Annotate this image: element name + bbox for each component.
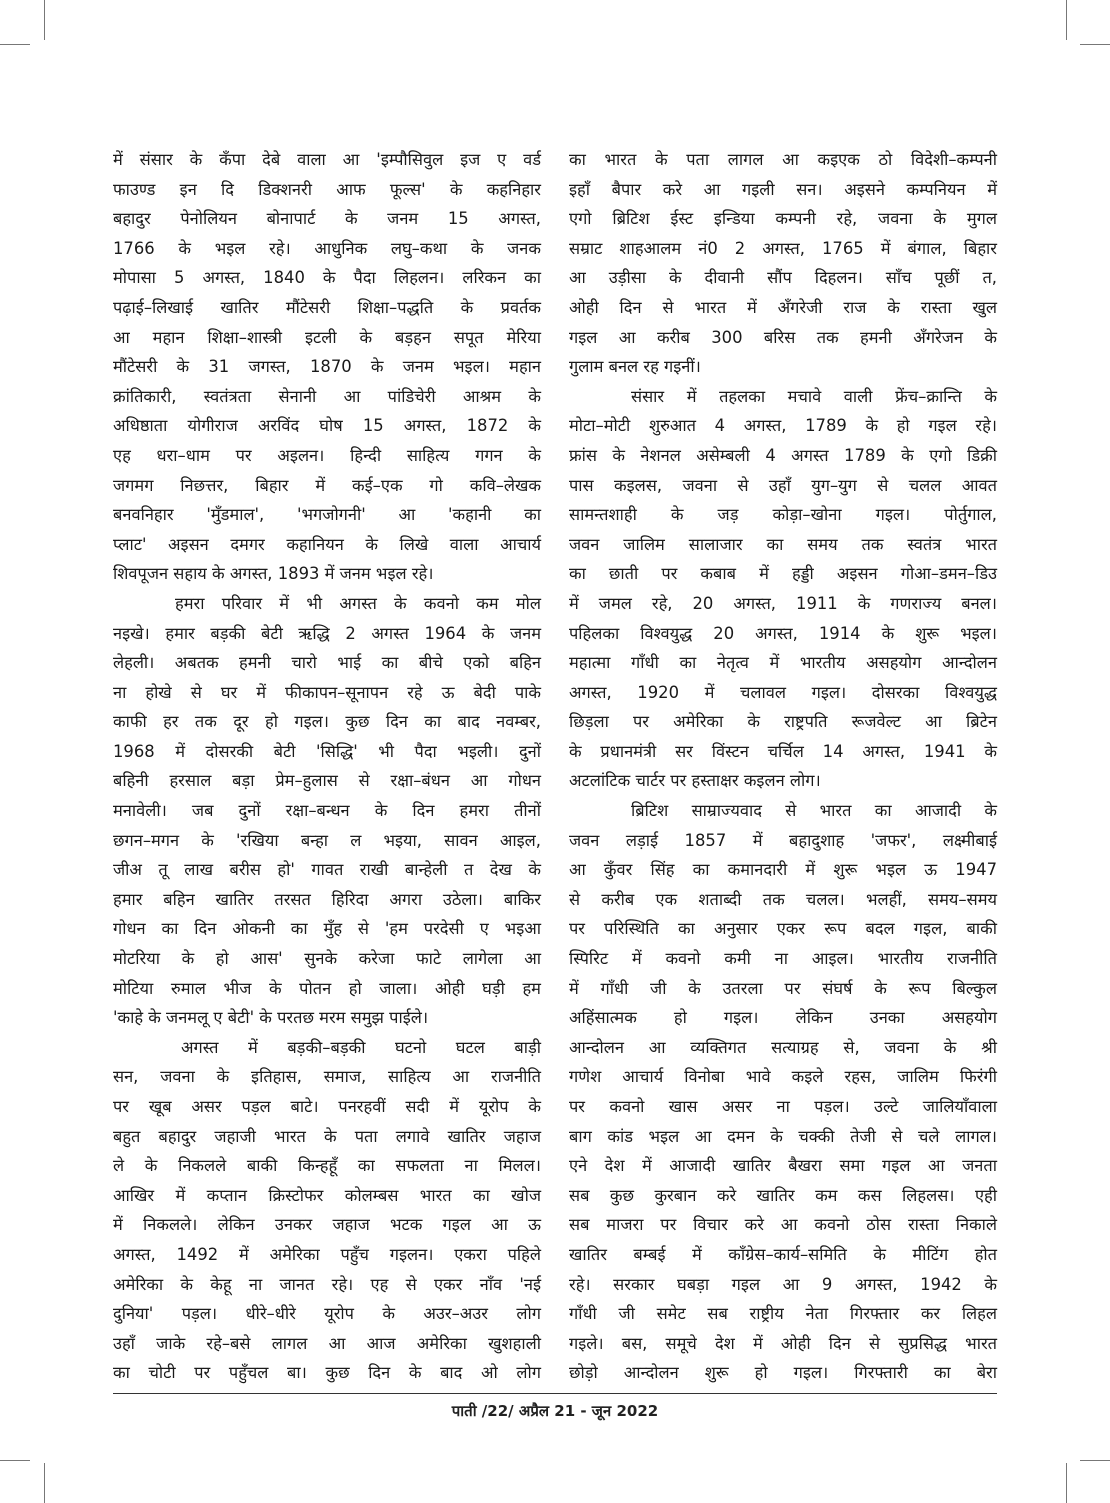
- text-line: क्रांतिकारी, स्वतंत्रता सेनानी आ पांडिचेरी आश्रम के: [113, 386, 541, 406]
- crop-mark: [1080, 44, 1110, 45]
- right-column: [569, 145, 997, 1388]
- text-line: अमेरिका के केहू ना जानत रहे। एह से एकर नाँव 'नई: [113, 1274, 541, 1294]
- text-line: हमरा परिवार में भी अगस्त के कवनो कम मोल: [175, 593, 541, 613]
- text-line: मोटा–मोटी शुरुआत 4 अगस्त, 1789 के हो गइल रहे।: [569, 416, 997, 436]
- crop-mark: [0, 44, 30, 45]
- text-line: आ महान शिक्षा–शास्त्री इटली के बड़हन सपूत मेरिया: [113, 327, 541, 347]
- text-line: गाँधी जी समेट सब राष्ट्रीय नेता गिरफ्तार कर लिहल: [569, 1304, 997, 1324]
- text-line: आखिर में कप्तान क्रिस्टोफर कोलम्बस भारत का खोज: [113, 1185, 541, 1205]
- text-line: सब कुछ कुरबान करे खातिर कम कस लिहलस। एही: [569, 1185, 997, 1205]
- text-line: बहुत बहादुर जहाजी भारत के पता लगावे खातिर जहाज: [113, 1126, 541, 1146]
- text-line: पास कइलस, जवना से उहाँ युग–युग से चलल आवत: [569, 475, 997, 495]
- text-line: पर परिस्थिति का अनुसार एकर रूप बदल गइल, बाकी: [569, 919, 997, 939]
- text-line: एगो ब्रिटिश ईस्ट इन्डिया कम्पनी रहे, जवना के मुगल: [569, 209, 997, 229]
- text-line: जगमग निछत्तर, बिहार में कई–एक गो कवि–लेखक: [113, 475, 541, 495]
- text-line: उहाँ जाके रहे–बसे लागल आ आज अमेरिका खुशहाली: [113, 1333, 541, 1353]
- text-line: से करीब एक शताब्दी तक चलल। भलहीं, समय–समय: [569, 889, 997, 909]
- text-line: बाग कांड भइल आ दमन के चक्की तेजी से चले लागल।: [569, 1126, 997, 1146]
- text-line: का छाती पर कबाब में हड्डी अइसन गोआ–डमन–डिउ: [569, 564, 997, 584]
- text-line: सम्राट शाहआलम नं0 2 अगस्त, 1765 में बंगाल, बिहार: [569, 238, 997, 258]
- text-line: जवन जालिम सालाजार का समय तक स्वतंत्र भारत: [569, 534, 997, 554]
- text-line: में गाँधी जी के उतरला पर संघर्ष के रूप बिल्कुल: [569, 978, 997, 998]
- text-line: आ उड़ीसा के दीवानी सौंप दिहलन। साँच पूछीं त,: [569, 268, 997, 288]
- text-line: लेहली। अबतक हमनी चारो भाई का बीचे एको बहिन: [113, 653, 541, 673]
- text-line: का भारत के पता लागल आ कइएक ठो विदेशी–कम्पनी: [569, 150, 997, 169]
- text-line: अटलांटिक चार्टर पर हस्ताक्षर कइलन लोग।: [569, 771, 821, 791]
- crop-mark: [1066, 1463, 1067, 1503]
- crop-mark: [1066, 0, 1067, 40]
- text-line: जीअ तू लाख बरीस हो' गावत राखी बान्हेली त देख के: [113, 860, 541, 880]
- text-line: महात्मा गाँधी का नेतृत्व में भारतीय असहयोग आन्दोलन: [569, 653, 997, 673]
- text-line: में जमल रहे, 20 अगस्त, 1911 के गणराज्य बनल।: [569, 593, 997, 613]
- text-line: पर कवनो खास असर ना पड़ल। उल्टे जालियाँवाला: [569, 1097, 997, 1116]
- text-line: ना होखे से घर में फीकापन–सूनापन रहे ऊ बेदी पाके: [113, 682, 541, 702]
- text-line: में संसार के कँपा देबे वाला आ 'इम्पौसिवुल इज ए वर्ड: [113, 150, 541, 169]
- page-footer: पाती /22/ अप्रैल 21 - जून 2022: [451, 1402, 659, 1420]
- text-line: सन, जवना के इतिहास, समाज, साहित्य आ राजनीति: [113, 1067, 541, 1087]
- text-line: अगस्त, 1492 में अमेरिका पहुँच गइलन। एकरा पहिले: [113, 1244, 541, 1264]
- text-line: गुलाम बनल रह गइनीं।: [569, 357, 701, 377]
- text-line: फाउण्ड इन दि डिक्शनरी आफ फूल्स' के कहनिहार: [113, 179, 541, 199]
- text-line: का चोटी पर पहुँचल बा। कुछ दिन के बाद ओ लोग: [113, 1363, 541, 1383]
- crop-mark: [0, 1460, 30, 1461]
- text-line: आन्दोलन आ व्यक्तिगत सत्याग्रह से, जवना के श्री: [569, 1037, 997, 1057]
- crop-mark: [44, 0, 45, 40]
- text-line: ब्रिटिश साम्राज्यवाद से भारत का आजादी के: [631, 801, 997, 821]
- text-line: मोटरिया के हो आस' सुनके करेजा फाटे लागेला आ: [113, 949, 541, 969]
- text-line: संसार में तहलका मचावे वाली फ्रेंच–क्रान्ति के: [631, 386, 997, 406]
- text-line: इहाँ बैपार करे आ गइली सन। अइसने कम्पनियन में: [569, 179, 997, 199]
- text-line: सब माजरा पर विचार करे आ कवनो ठोस रास्ता निकाले: [569, 1215, 997, 1235]
- text-line: नइखे। हमार बड़की बेटी ऋद्धि 2 अगस्त 1964 के जनम: [113, 623, 541, 643]
- text-line: दुनिया' पड़ल। धीरे–धीरे यूरोप के अउर–अउर लोग: [113, 1304, 541, 1324]
- text-line: गणेश आचार्य विनोबा भावे कइले रहस, जालिम फिरंगी: [569, 1067, 997, 1087]
- text-line: ले के निकलले बाकी किन्हहूँ का सफलता ना मिलल।: [113, 1156, 541, 1176]
- text-line: रहे। सरकार घबड़ा गइल आ 9 अगस्त, 1942 के: [569, 1274, 997, 1294]
- text-line: स्पिरिट में कवनो कमी ना आइल। भारतीय राजनीति: [569, 949, 997, 969]
- text-line: में निकलले। लेकिन उनकर जहाज भटक गइल आ ऊ: [113, 1215, 541, 1235]
- text-line: बहादुर पेनोलियन बोनापार्ट के जनम 15 अगस्त,: [113, 209, 541, 229]
- text-line: ओही दिन से भारत में अँगरेजी राज के रास्ता खुल: [569, 297, 997, 317]
- text-line: एने देश में आजादी खातिर बैखरा समा गइल आ जनता: [569, 1156, 997, 1176]
- text-line: मोटिया रुमाल भीज के पोतन हो जाला। ओही घड़ी हम: [113, 978, 541, 998]
- text-line: गइल आ करीब 300 बरिस तक हमनी अँगरेजन के: [569, 327, 997, 347]
- text-line: अगस्त में बड़की–बड़की घटनो घटल बाड़ी: [181, 1037, 541, 1057]
- text-line: मौंटेसरी के 31 जगस्त, 1870 के जनम भइल। महान: [113, 357, 541, 377]
- text-line: फ्रांस के नेशनल असेम्बली 4 अगस्त 1789 के एगो डिक्री: [569, 445, 997, 465]
- text-line: पढ़ाई–लिखाई खातिर मौंटेसरी शिक्षा–पद्धति के प्रवर्तक: [113, 297, 541, 317]
- text-line: मनावेली। जब दुनों रक्षा–बन्धन के दिन हमरा तीनों: [113, 801, 541, 821]
- text-line: पहिलका विश्वयुद्ध 20 अगस्त, 1914 के शुरू भइल।: [569, 623, 997, 643]
- text-line: शिवपूजन सहाय के अगस्त, 1893 में जनम भइल रहे।: [113, 564, 434, 584]
- text-line: गइले। बस, समूचे देश में ओही दिन से सुप्रसिद्ध भारत: [569, 1333, 997, 1353]
- text-line: छिड़ला पर अमेरिका के राष्ट्रपति रूजवेल्ट आ ब्रिटेन: [569, 712, 997, 732]
- text-line: अधिष्ठाता योगीराज अरविंद घोष 15 अगस्त, 1872 के: [113, 416, 541, 436]
- text-line: हमार बहिन खातिर तरसत हिरिदा अगरा उठेला। बाकिर: [113, 889, 541, 909]
- footer-divider: [113, 1393, 997, 1394]
- text-line: खातिर बम्बई में कॉंग्रेस–कार्य–समिति के मीटिंग होत: [569, 1244, 997, 1264]
- text-line: सामन्तशाही के जड़ कोड़ा–खोना गइल। पोर्तुगाल,: [569, 505, 997, 525]
- text-line: छगन–मगन के 'रखिया बन्हा ल भइया, सावन आइल,: [113, 830, 541, 850]
- crop-mark: [44, 1463, 45, 1503]
- text-line: अगस्त, 1920 में चलावल गइल। दोसरका विश्वयुद्ध: [569, 682, 997, 702]
- text-line: गोधन का दिन ओकनी का मुँह से 'हम परदेसी ए भइआ: [113, 919, 541, 939]
- text-line: 'काहे के जनमलू ए बेटी' के परतछ मरम समुझ पाईले।: [113, 1008, 429, 1028]
- text-line: जवन लड़ाई 1857 में बहादुशाह 'जफर', लक्ष्मीबाई: [569, 830, 997, 850]
- text-line: बनवनिहार 'मुँडमाल', 'भगजोगनी' आ 'कहानी का: [113, 505, 541, 525]
- left-column: [113, 145, 541, 1388]
- text-line: छोड़ो आन्दोलन शुरू हो गइल। गिरफ्तारी का बेरा: [569, 1363, 997, 1383]
- text-line: पर खूब असर पड़ल बाटे। पनरहवीं सदी में यूरोप के: [113, 1097, 541, 1116]
- text-line: मोपासा 5 अगस्त, 1840 के पैदा लिहलन। लरिकन का: [113, 268, 541, 288]
- text-line: प्लाट' अइसन दमगर कहानियन के लिखे वाला आचार्य: [113, 534, 541, 554]
- text-line: अहिंसात्मक हो गइल। लेकिन उनका असहयोग: [569, 1008, 997, 1028]
- text-line: एह धरा–धाम पर अइलन। हिन्दी साहित्य गगन के: [113, 445, 541, 465]
- text-line: 1968 में दोसरकी बेटी 'सिद्धि' भी पैदा भइली। दुनों: [113, 741, 541, 761]
- text-line: के प्रधानमंत्री सर विंस्टन चर्चिल 14 अगस्त, 1941 के: [569, 741, 997, 761]
- text-line: बहिनी हरसाल बड़ा प्रेम–हुलास से रक्षा–बंधन आ गोधन: [113, 771, 541, 791]
- text-line: काफी हर तक दूर हो गइल। कुछ दिन का बाद नवम्बर,: [113, 712, 541, 732]
- crop-mark: [1080, 1460, 1110, 1461]
- text-line: 1766 के भइल रहे। आधुनिक लघु–कथा के जनक: [113, 238, 541, 258]
- text-line: आ कुँवर सिंह का कमानदारी में शुरू भइल ऊ 1947: [569, 860, 997, 880]
